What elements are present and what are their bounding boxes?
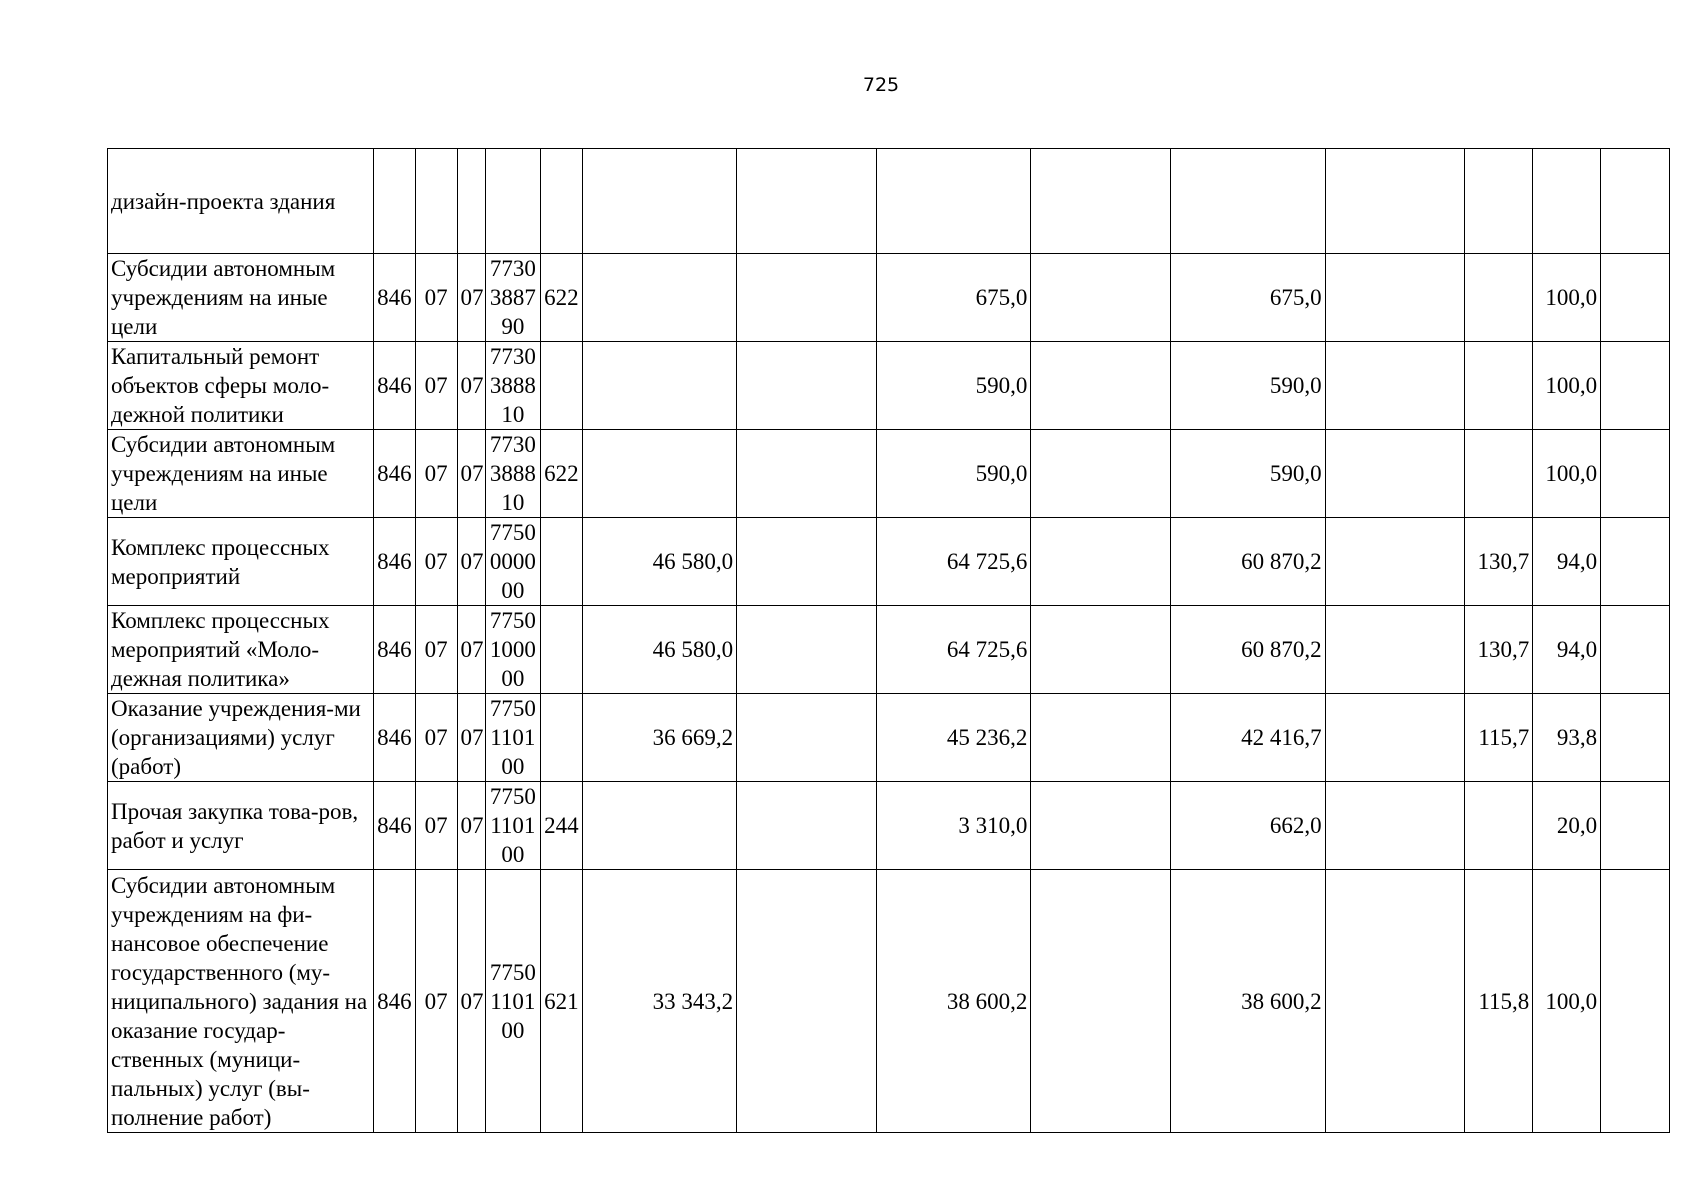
expense-type-code	[541, 518, 583, 606]
subsection-code	[457, 149, 485, 254]
value-col-4	[1031, 518, 1171, 606]
target-article-code	[485, 870, 540, 1133]
expense-type-code: 622	[541, 254, 583, 342]
target-article-part: 00	[501, 842, 525, 867]
subsection-code: 07	[457, 606, 485, 694]
value-col-8: 100,0	[1533, 254, 1601, 342]
target-article-part: 7730	[489, 344, 536, 369]
section-code: 07	[415, 606, 457, 694]
ministry-code: 846	[374, 870, 416, 1133]
target-article-part: 7750	[489, 520, 536, 545]
value-col-6	[1325, 782, 1465, 870]
table-row	[108, 149, 1670, 254]
ministry-code: 846	[374, 782, 416, 870]
value-col-9	[1601, 430, 1670, 518]
budget-table	[107, 148, 1670, 1133]
target-article-code	[485, 606, 540, 694]
subsection-code: 07	[457, 782, 485, 870]
value-col-7	[1465, 782, 1533, 870]
value-col-7	[1465, 254, 1533, 342]
subsection-code: 07	[457, 342, 485, 430]
target-article-part: 00	[501, 578, 525, 603]
target-article-part: 00	[501, 754, 525, 779]
value-col-1	[582, 149, 736, 254]
value-col-1	[582, 342, 736, 430]
row-name: Комплекс процессных мероприятий	[108, 518, 374, 606]
value-col-2	[737, 254, 877, 342]
value-col-2	[737, 149, 877, 254]
value-col-3: 3 310,0	[876, 782, 1030, 870]
target-article-part: 00	[501, 666, 525, 691]
subsection-code: 07	[457, 694, 485, 782]
target-article-code	[485, 342, 540, 430]
value-col-4	[1031, 149, 1171, 254]
target-article-part: 1000	[489, 637, 536, 662]
value-col-7: 130,7	[1465, 606, 1533, 694]
target-article-part: 7750	[489, 784, 536, 809]
section-code: 07	[415, 430, 457, 518]
value-col-2	[737, 430, 877, 518]
expense-type-code: 622	[541, 430, 583, 518]
value-col-8: 100,0	[1533, 342, 1601, 430]
target-article-part: 3888	[489, 373, 536, 398]
expense-type-code: 621	[541, 870, 583, 1133]
value-col-8: 94,0	[1533, 518, 1601, 606]
value-col-3: 64 725,6	[876, 606, 1030, 694]
ministry-code	[374, 149, 416, 254]
section-code: 07	[415, 518, 457, 606]
target-article-part: 10	[501, 490, 525, 515]
value-col-6	[1325, 606, 1465, 694]
value-col-6	[1325, 254, 1465, 342]
value-col-9	[1601, 782, 1670, 870]
value-col-4	[1031, 870, 1171, 1133]
target-article-part: 90	[501, 314, 525, 339]
value-col-5: 590,0	[1171, 342, 1325, 430]
section-code: 07	[415, 342, 457, 430]
expense-type-code	[541, 342, 583, 430]
value-col-5: 675,0	[1171, 254, 1325, 342]
value-col-5	[1171, 149, 1325, 254]
value-col-6	[1325, 518, 1465, 606]
value-col-1: 46 580,0	[582, 606, 736, 694]
value-col-3: 45 236,2	[876, 694, 1030, 782]
expense-type-code	[541, 149, 583, 254]
value-col-3: 590,0	[876, 342, 1030, 430]
value-col-3: 590,0	[876, 430, 1030, 518]
value-col-1	[582, 430, 736, 518]
value-col-7: 115,7	[1465, 694, 1533, 782]
row-name: Субсидии автономным учреждениям на иные цели	[108, 430, 374, 518]
value-col-1	[582, 254, 736, 342]
value-col-1: 46 580,0	[582, 518, 736, 606]
value-col-8: 100,0	[1533, 870, 1601, 1133]
section-code: 07	[415, 782, 457, 870]
value-col-2	[737, 782, 877, 870]
value-col-9	[1601, 694, 1670, 782]
row-name: Капитальный ремонт объектов сферы моло-дежной политики	[108, 342, 374, 430]
target-article-part: 7750	[489, 959, 536, 985]
table-row	[108, 518, 1670, 606]
value-col-4	[1031, 430, 1171, 518]
value-col-5: 662,0	[1171, 782, 1325, 870]
value-col-9	[1601, 606, 1670, 694]
target-article-part: 7750	[489, 608, 536, 633]
expense-type-code	[541, 606, 583, 694]
target-article-part: 1101	[490, 725, 536, 750]
value-col-2	[737, 694, 877, 782]
target-article-part: 10	[501, 402, 525, 427]
section-code: 07	[415, 694, 457, 782]
table-row	[108, 254, 1670, 342]
value-col-6	[1325, 342, 1465, 430]
value-col-9	[1601, 518, 1670, 606]
subsection-code: 07	[457, 518, 485, 606]
row-name: дизайн-проекта здания	[108, 149, 374, 254]
table-row	[108, 870, 1670, 1133]
target-article-part: 7750	[489, 696, 536, 721]
target-article-part: 3888	[489, 461, 536, 486]
value-col-7	[1465, 149, 1533, 254]
value-col-6	[1325, 149, 1465, 254]
table-row	[108, 782, 1670, 870]
row-name: Оказание учреждения-ми (организациями) услуг (работ)	[108, 694, 374, 782]
value-col-9	[1601, 254, 1670, 342]
target-article-part: 00	[501, 1017, 525, 1043]
section-code: 07	[415, 870, 457, 1133]
value-col-7: 130,7	[1465, 518, 1533, 606]
ministry-code: 846	[374, 342, 416, 430]
target-article-part: 7730	[489, 256, 536, 281]
target-article-code	[485, 518, 540, 606]
value-col-8: 93,8	[1533, 694, 1601, 782]
ministry-code: 846	[374, 254, 416, 342]
subsection-code: 07	[457, 254, 485, 342]
value-col-7	[1465, 430, 1533, 518]
value-col-2	[737, 518, 877, 606]
value-col-2	[737, 342, 877, 430]
value-col-8: 20,0	[1533, 782, 1601, 870]
value-col-3: 675,0	[876, 254, 1030, 342]
value-col-2	[737, 870, 877, 1133]
target-article-code	[485, 694, 540, 782]
row-name: Субсидии автономным учреждениям на иные цели	[108, 254, 374, 342]
table-row	[108, 694, 1670, 782]
value-col-3: 38 600,2	[876, 870, 1030, 1133]
value-col-8	[1533, 149, 1601, 254]
value-col-6	[1325, 694, 1465, 782]
target-article-code	[485, 149, 540, 254]
value-col-6	[1325, 430, 1465, 518]
row-name: Субсидии автономным учреждениям на фи-нансовое обеспечение государственного (му-ниципального) задания на оказание государ-ственных (муници-пальных) услуг (вы-полнение работ)	[108, 870, 374, 1133]
subsection-code: 07	[457, 870, 485, 1133]
value-col-2	[737, 606, 877, 694]
value-col-9	[1601, 870, 1670, 1133]
table-row	[108, 342, 1670, 430]
value-col-5: 590,0	[1171, 430, 1325, 518]
value-col-1: 33 343,2	[582, 870, 736, 1133]
value-col-5: 38 600,2	[1171, 870, 1325, 1133]
target-article-code	[485, 254, 540, 342]
value-col-5: 60 870,2	[1171, 518, 1325, 606]
ministry-code: 846	[374, 694, 416, 782]
value-col-5: 42 416,7	[1171, 694, 1325, 782]
value-col-4	[1031, 342, 1171, 430]
value-col-4	[1031, 254, 1171, 342]
ministry-code: 846	[374, 606, 416, 694]
target-article-part: 3887	[489, 285, 536, 310]
target-article-part: 0000	[489, 549, 536, 574]
row-name: Комплекс процессных мероприятий «Моло-дежная политика»	[108, 606, 374, 694]
value-col-4	[1031, 694, 1171, 782]
target-article-code	[485, 782, 540, 870]
expense-type-code	[541, 694, 583, 782]
value-col-9	[1601, 149, 1670, 254]
target-article-part: 1101	[490, 988, 536, 1014]
ministry-code: 846	[374, 518, 416, 606]
value-col-3	[876, 149, 1030, 254]
value-col-4	[1031, 606, 1171, 694]
value-col-3: 64 725,6	[876, 518, 1030, 606]
section-code: 07	[415, 254, 457, 342]
value-col-1: 36 669,2	[582, 694, 736, 782]
value-col-8: 94,0	[1533, 606, 1601, 694]
target-article-part: 7730	[489, 432, 536, 457]
ministry-code: 846	[374, 430, 416, 518]
target-article-part: 1101	[490, 813, 536, 838]
value-col-1	[582, 782, 736, 870]
expense-type-code: 244	[541, 782, 583, 870]
value-col-5: 60 870,2	[1171, 606, 1325, 694]
subsection-code: 07	[457, 430, 485, 518]
row-name: Прочая закупка това-ров, работ и услуг	[108, 782, 374, 870]
table-row	[108, 430, 1670, 518]
value-col-7: 115,8	[1465, 870, 1533, 1133]
value-col-6	[1325, 870, 1465, 1133]
value-col-4	[1031, 782, 1171, 870]
value-col-8: 100,0	[1533, 430, 1601, 518]
page-number: 725	[862, 74, 900, 96]
section-code	[415, 149, 457, 254]
value-col-9	[1601, 342, 1670, 430]
value-col-7	[1465, 342, 1533, 430]
target-article-code	[485, 430, 540, 518]
table-row	[108, 606, 1670, 694]
